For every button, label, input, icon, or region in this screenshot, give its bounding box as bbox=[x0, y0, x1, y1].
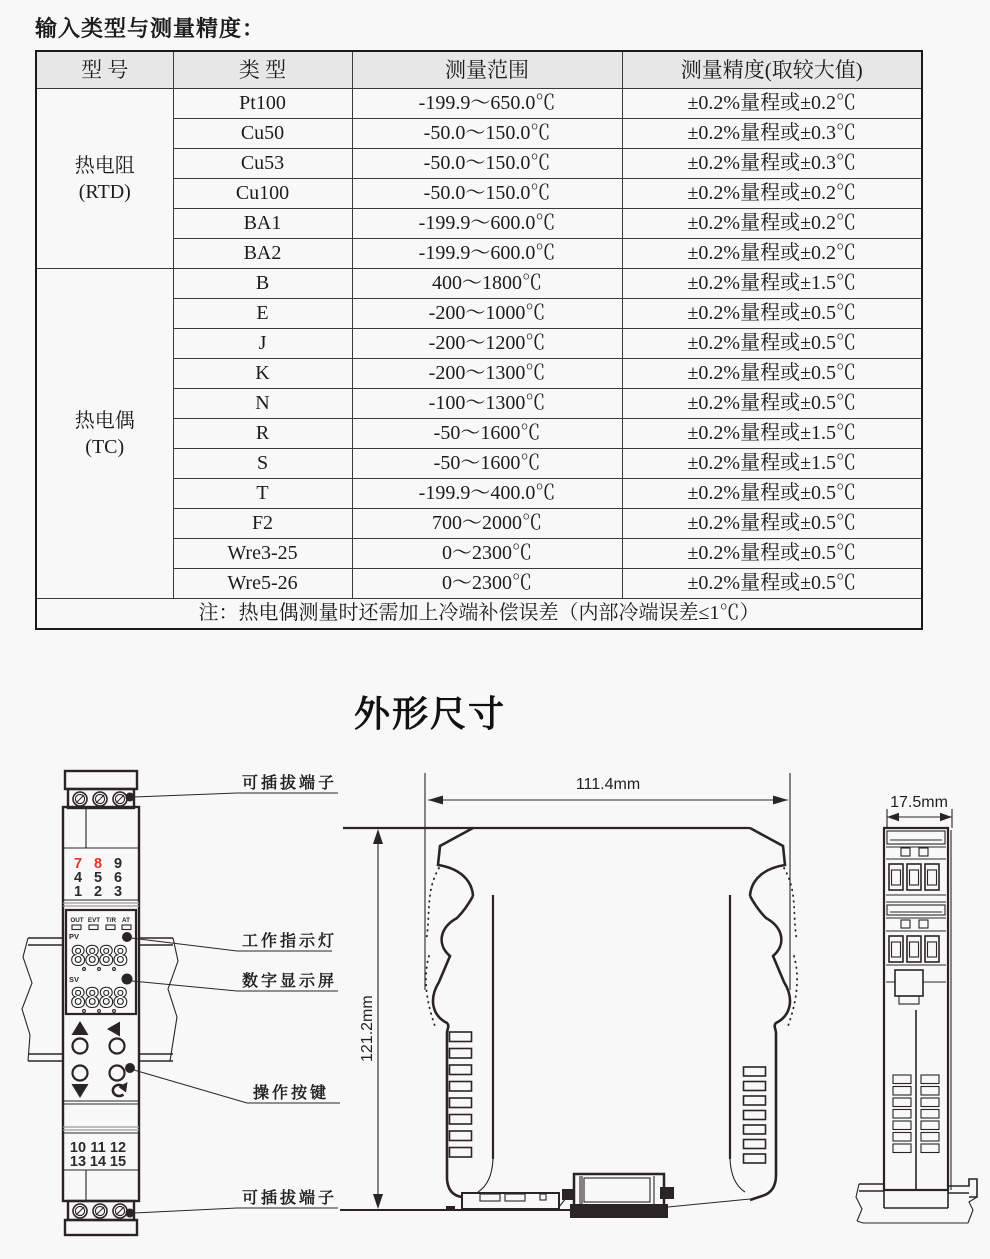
svg-text:9: 9 bbox=[113, 856, 123, 872]
accuracy-cell: ±0.2%量程或±0.5℃ bbox=[622, 509, 922, 539]
width-dimension-label: 111.4mm bbox=[575, 776, 641, 793]
model-group-cell: 热电偶 (TC) bbox=[36, 269, 173, 599]
spec-table bbox=[35, 50, 921, 630]
type-cell: Wre3-25 bbox=[173, 539, 352, 569]
svg-text:8: 8 bbox=[93, 856, 103, 872]
svg-text:4: 4 bbox=[73, 870, 83, 886]
svg-text:3: 3 bbox=[113, 884, 123, 900]
din-clip-assembly bbox=[340, 1174, 750, 1218]
type-cell: Cu50 bbox=[173, 119, 352, 149]
label-terminal-bottom: 可插拔端子 bbox=[242, 1190, 338, 1207]
type-cell: Pt100 bbox=[173, 89, 352, 119]
type-cell: N bbox=[173, 389, 352, 419]
svg-text:13: 13 bbox=[69, 1154, 87, 1170]
svg-text:2: 2 bbox=[93, 884, 103, 900]
range-cell: -100～1300℃ bbox=[352, 389, 622, 419]
svg-text:7: 7 bbox=[73, 856, 83, 872]
svg-text:11: 11 bbox=[90, 1140, 106, 1156]
display-panel bbox=[66, 910, 136, 1014]
type-cell: E bbox=[173, 299, 352, 329]
range-cell: 700～2000℃ bbox=[352, 509, 622, 539]
accuracy-cell: ±0.2%量程或±0.3℃ bbox=[622, 149, 922, 179]
accuracy-cell: ±0.2%量程或±0.5℃ bbox=[622, 389, 922, 419]
accuracy-cell: ±0.2%量程或±0.5℃ bbox=[622, 569, 922, 599]
type-cell: B bbox=[173, 269, 352, 299]
vent-slots-right bbox=[744, 1067, 766, 1163]
side-profile-drawing bbox=[340, 755, 815, 1255]
label-buttons: 操作按键 bbox=[253, 1085, 330, 1102]
page-title: 输入类型与测量精度： bbox=[35, 16, 266, 41]
label-terminal-top: 可插拔端子 bbox=[242, 775, 338, 792]
width-dimension bbox=[425, 773, 790, 990]
range-cell: -50.0～150.0℃ bbox=[352, 179, 622, 209]
range-cell: -199.9～400.0℃ bbox=[352, 479, 622, 509]
dimensions-section-title: 外形尺寸 bbox=[353, 693, 506, 734]
range-cell: -50～1600℃ bbox=[352, 419, 622, 449]
height-dimension-label: 121.2mm bbox=[359, 995, 376, 1062]
col-header-type: 类 型 bbox=[173, 51, 352, 89]
bottom-terminal-block bbox=[65, 1201, 137, 1235]
note-row bbox=[36, 599, 922, 630]
accuracy-cell: ±0.2%量程或±0.5℃ bbox=[622, 479, 922, 509]
type-cell: Cu53 bbox=[173, 149, 352, 179]
accuracy-cell: ±0.2%量程或±0.5℃ bbox=[622, 359, 922, 389]
col-header-range: 测量范围 bbox=[352, 51, 622, 89]
type-cell: BA1 bbox=[173, 209, 352, 239]
model-group-cell: 热电阻 (RTD) bbox=[36, 89, 173, 269]
accuracy-cell: ±0.2%量程或±0.2℃ bbox=[622, 209, 922, 239]
col-header-accuracy: 测量精度(取较大值) bbox=[622, 51, 922, 89]
end-terminal-mid bbox=[886, 905, 946, 962]
table-row bbox=[36, 89, 922, 119]
end-terminal-top bbox=[886, 831, 946, 890]
end-view-drawing bbox=[855, 760, 990, 1255]
bottom-terminal-numbers bbox=[70, 1140, 126, 1170]
led-label-at: AT bbox=[122, 917, 130, 924]
top-terminal-block bbox=[65, 771, 137, 808]
vent-slots-left bbox=[450, 1032, 472, 1157]
led-label-evt: EVT bbox=[87, 917, 101, 924]
accuracy-cell: ±0.2%量程或±0.3℃ bbox=[622, 119, 922, 149]
accuracy-cell: ±0.2%量程或±0.2℃ bbox=[622, 89, 922, 119]
accuracy-cell: ±0.2%量程或±0.5℃ bbox=[622, 539, 922, 569]
callout-dot bbox=[126, 1209, 135, 1218]
accuracy-cell: ±0.2%量程或±1.5℃ bbox=[622, 419, 922, 449]
range-cell: 0～2300℃ bbox=[352, 569, 622, 599]
down-arrow-icon bbox=[72, 1084, 89, 1098]
type-cell: F2 bbox=[173, 509, 352, 539]
accuracy-cell: ±0.2%量程或±1.5℃ bbox=[622, 449, 922, 479]
range-cell: -199.9～600.0℃ bbox=[352, 239, 622, 269]
led-label-out: OUT bbox=[70, 917, 84, 924]
type-cell: S bbox=[173, 449, 352, 479]
type-cell: BA2 bbox=[173, 239, 352, 269]
svg-text:10: 10 bbox=[69, 1140, 87, 1156]
svg-text:15: 15 bbox=[109, 1154, 127, 1170]
operation-buttons bbox=[72, 1021, 136, 1098]
range-cell: -50.0～150.0℃ bbox=[352, 149, 622, 179]
seven-segment-display-sv: 8888 bbox=[70, 983, 130, 1014]
depth-dimension-label: 17.5mm bbox=[890, 794, 948, 811]
type-cell: Cu100 bbox=[173, 179, 352, 209]
terminal-screw bbox=[73, 792, 127, 806]
depth-dimension bbox=[887, 794, 952, 828]
svg-text:12: 12 bbox=[109, 1140, 127, 1156]
label-display: 数字显示屏 bbox=[242, 973, 338, 990]
return-arrow-icon bbox=[113, 1082, 128, 1096]
range-cell: 0～2300℃ bbox=[352, 539, 622, 569]
range-cell: -200～1300℃ bbox=[352, 359, 622, 389]
range-cell: -50.0～150.0℃ bbox=[352, 119, 622, 149]
type-cell: J bbox=[173, 329, 352, 359]
svg-text:14: 14 bbox=[89, 1154, 107, 1170]
range-cell: -200～1000℃ bbox=[352, 299, 622, 329]
left-claw-profile bbox=[426, 828, 493, 1197]
label-indicator: 工作指示灯 bbox=[242, 933, 338, 950]
range-cell: -199.9～600.0℃ bbox=[352, 209, 622, 239]
callout-dot bbox=[126, 793, 135, 802]
left-arrow-icon bbox=[107, 1022, 120, 1037]
svg-text:1: 1 bbox=[73, 884, 83, 900]
callout-labels bbox=[131, 773, 340, 1213]
type-cell: Wre5-26 bbox=[173, 569, 352, 599]
range-cell: -200～1200℃ bbox=[352, 329, 622, 359]
pv-label: PV bbox=[69, 932, 80, 941]
accuracy-cell: ±0.2%量程或±1.5℃ bbox=[622, 269, 922, 299]
height-dimension bbox=[359, 829, 383, 1209]
right-claw-profile bbox=[730, 828, 797, 1200]
range-cell: -50～1600℃ bbox=[352, 449, 622, 479]
type-cell: R bbox=[173, 419, 352, 449]
range-cell: -199.9～650.0℃ bbox=[352, 89, 622, 119]
callout-dot bbox=[125, 1063, 135, 1073]
accuracy-cell: ±0.2%量程或±0.5℃ bbox=[622, 329, 922, 359]
table-row bbox=[36, 269, 922, 299]
type-cell: T bbox=[173, 479, 352, 509]
end-clip-box bbox=[886, 965, 946, 1004]
sv-label: SV bbox=[69, 975, 80, 984]
range-cell: 400～1800℃ bbox=[352, 269, 622, 299]
svg-text:6: 6 bbox=[113, 870, 123, 886]
col-header-model: 型 号 bbox=[36, 51, 173, 89]
table-note: 注：热电偶测量时还需加上冷端补偿误差（内部冷端误差≤1℃） bbox=[36, 599, 922, 630]
seven-segment-display-pv: 8888 bbox=[70, 941, 130, 972]
led-label-tr: T/R bbox=[105, 917, 117, 924]
accuracy-cell: ±0.2%量程或±0.2℃ bbox=[622, 239, 922, 269]
spec-table-body bbox=[36, 89, 922, 599]
accuracy-cell: ±0.2%量程或±0.2℃ bbox=[622, 179, 922, 209]
table-header-row bbox=[36, 51, 922, 89]
accuracy-cell: ±0.2%量程或±0.5℃ bbox=[622, 299, 922, 329]
top-terminal-numbers bbox=[74, 856, 122, 900]
svg-text:5: 5 bbox=[93, 870, 103, 886]
up-arrow-icon bbox=[72, 1021, 89, 1035]
type-cell: K bbox=[173, 359, 352, 389]
